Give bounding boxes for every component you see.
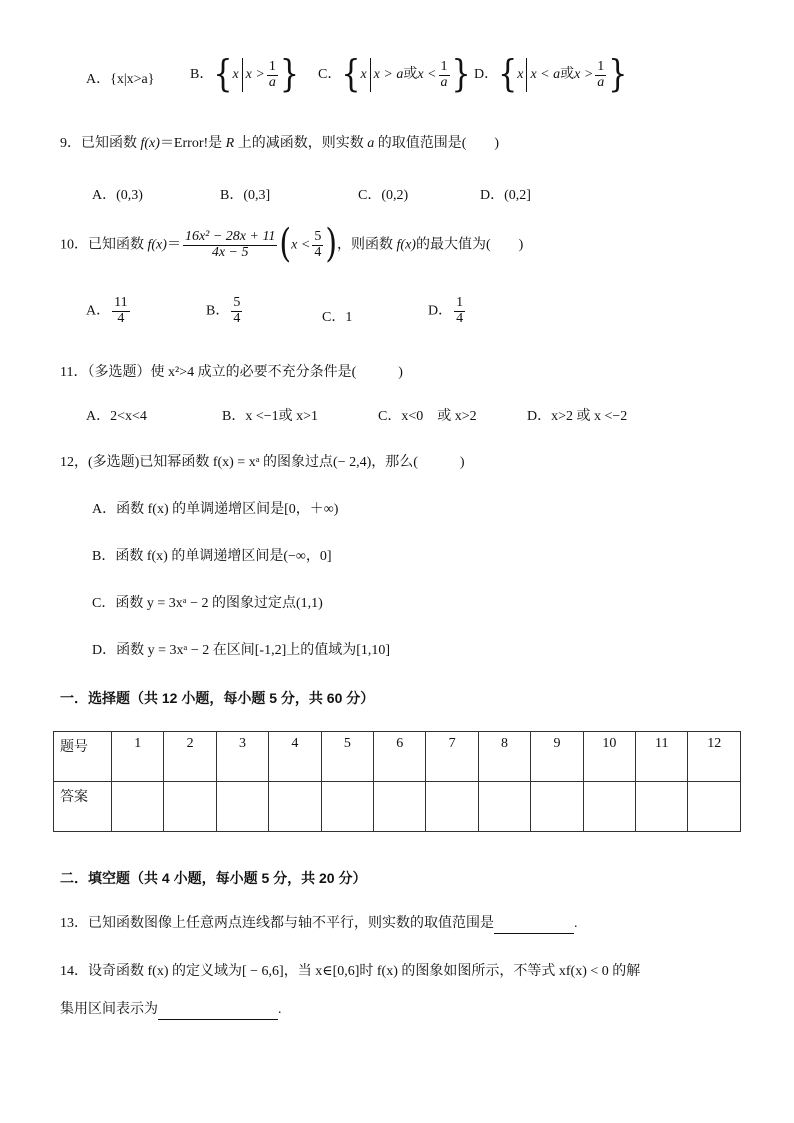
option-label: D．: [527, 409, 552, 424]
q10-stem-pre: 10．已知函数: [60, 237, 148, 253]
option-text: 函数 y = 3xᵃ − 2 的图象过定点(1,1): [115, 596, 323, 611]
q8-option-b-label: B．: [190, 67, 214, 83]
q8-option-d-or: 或: [560, 67, 575, 83]
table-cell-number: 10: [583, 732, 635, 782]
answer-cell[interactable]: [531, 782, 583, 832]
q9-a: a: [367, 136, 375, 151]
frac-num: 1: [597, 58, 605, 74]
section-heading-choice: 一．选择题（共 12 小题，每小题 5 分，共 60 分）: [60, 690, 375, 706]
q8-option-d-label: D．: [474, 67, 499, 83]
option-label: A．: [92, 188, 117, 203]
table-cell-number: 3: [216, 732, 268, 782]
right-brace-icon: }: [608, 52, 628, 97]
answer-cell[interactable]: [216, 782, 268, 832]
option-text: x<0 或 x>2: [401, 409, 477, 424]
q8-option-b-cond: x >: [245, 67, 265, 83]
frac-den: 4x − 5: [211, 244, 249, 260]
q8-option-d-frac: [595, 60, 606, 90]
q10-frac: [183, 230, 277, 260]
q8-option-d-cond2: x >: [574, 67, 594, 83]
q9-r: R: [225, 136, 235, 151]
frac-num: 1: [268, 58, 276, 74]
frac-num: 11: [114, 295, 128, 310]
option-label: C．: [378, 409, 402, 424]
option-text: (0,3): [116, 188, 143, 203]
frac-den: a: [597, 74, 605, 90]
option-label: D．: [92, 643, 117, 658]
q12-option-b: [92, 547, 332, 567]
left-brace-icon: {: [341, 52, 361, 97]
right-brace-icon: }: [451, 52, 471, 97]
q14-text: 集用区间表示为: [60, 1002, 158, 1017]
set-bar-icon: [242, 58, 243, 92]
set-bar-icon: [526, 58, 527, 92]
frac-num: 5: [233, 295, 241, 310]
q8-option-c-frac: [439, 60, 450, 90]
q10-cond-frac: [312, 230, 323, 260]
table-cell-number: 11: [636, 732, 688, 782]
q9-option-c: [358, 186, 408, 206]
q9-option-a: [92, 186, 143, 206]
option-label: A．: [86, 409, 111, 424]
answer-cell[interactable]: [269, 782, 321, 832]
frac-den: a: [268, 74, 276, 90]
q9-fx: f(x): [140, 136, 160, 151]
q10-fx: f(x): [147, 237, 167, 253]
frac-den: a: [440, 74, 448, 90]
section-heading-fill: 二．填空题（共 4 小题，每小题 5 分，共 20 分）: [60, 870, 367, 886]
table-row-answers: [54, 782, 741, 832]
left-paren-icon: (: [279, 221, 292, 268]
q9-option-b: [220, 186, 270, 206]
q10-stem: [60, 221, 524, 268]
q8-option-c-cond2: x <: [417, 67, 437, 83]
q13-answer-blank[interactable]: [494, 917, 574, 934]
q10-stem-end: 的最大值为( ): [415, 237, 524, 253]
table-header-cell: 题号: [54, 732, 112, 782]
table-cell-number: 6: [374, 732, 426, 782]
answer-cell[interactable]: [164, 782, 216, 832]
option-text: (0,2): [381, 188, 409, 203]
q9-stem: [60, 134, 499, 154]
table-cell-number: 7: [426, 732, 478, 782]
frac-den: 4: [117, 310, 125, 326]
q14-answer-blank[interactable]: [158, 1003, 278, 1020]
q8-option-c-label: C．: [318, 67, 342, 83]
right-paren-icon: ): [325, 221, 338, 268]
option-text: 函数 f(x) 的单调递增区间是[0，＋∞): [116, 502, 339, 517]
answer-cell[interactable]: [426, 782, 478, 832]
q12-option-c: [92, 594, 323, 614]
q10-option-c: [322, 308, 352, 328]
answer-cell[interactable]: [112, 782, 164, 832]
right-brace-icon: }: [279, 52, 299, 97]
frac-num: 5: [314, 229, 322, 244]
q9-stem-post: 上的减函数，则实数: [234, 136, 368, 151]
q8-option-b-frac: [267, 60, 278, 90]
q11-option-a: [86, 407, 147, 427]
option-text: 2<x<4: [110, 409, 147, 424]
q12-option-a: [92, 500, 338, 520]
option-text: 函数 y = 3xᵃ − 2 在区间[-1,2]上的值域为[1,10]: [116, 643, 391, 658]
option-label: D．: [428, 303, 453, 319]
frac-num: 1: [440, 58, 448, 74]
q11-stem: 11．（多选题）使 x²>4 成立的必要不充分条件是( ): [60, 365, 403, 380]
q8-option-c-cond1: x > a: [373, 67, 404, 83]
q11-option-d: [527, 407, 627, 427]
q9-stem-pre: 9．已知函数: [60, 136, 141, 151]
q8-option-a: [86, 70, 154, 90]
q14-line1: 14．设奇函数 f(x) 的定义域为[ − 6,6]，当 x∈[0,6]时 f(x) 的图象如图所示，不等式 xf(x) < 0 的解: [60, 964, 641, 979]
q13-stem: [60, 914, 578, 934]
option-label: A．: [86, 303, 111, 319]
table-cell-number: 4: [269, 732, 321, 782]
q9-stem-end: 的取值范围是( ): [374, 136, 500, 151]
q8-option-c: C．{x x > a或x < $\frac{1}{a}$ }: [318, 52, 471, 97]
option-label: C．: [322, 310, 346, 325]
option-text: (0,2]: [504, 188, 531, 203]
option-text: 函数 f(x) 的单调递增区间是(−∞，0]: [115, 549, 332, 564]
table-cell-number: 2: [164, 732, 216, 782]
answer-cell[interactable]: [688, 782, 741, 832]
q14-line2: [60, 1000, 282, 1020]
table-cell-number: 9: [531, 732, 583, 782]
answer-cell[interactable]: [636, 782, 688, 832]
answer-cell[interactable]: [374, 782, 426, 832]
q13-text: 13．已知函数图像上任意两点连线都与轴不平行，则实数的取值范围是: [60, 916, 494, 931]
q8-option-d-cond1: x < a: [530, 67, 561, 83]
answer-cell[interactable]: [583, 782, 635, 832]
q8-option-b: B．{x x > $\frac{1}{a}$ }: [190, 52, 299, 97]
option-label: C．: [92, 596, 116, 611]
frac-den: 4: [233, 310, 241, 326]
option-label: B．: [220, 188, 244, 203]
table-cell-number: 12: [688, 732, 741, 782]
table-cell-number: 8: [478, 732, 530, 782]
q8-option-d: D．{x x < a或x > $\frac{1}{a}$ }: [474, 52, 628, 97]
option-text: (0,3]: [243, 188, 271, 203]
option-text: x>2 或 x <−2: [551, 409, 628, 424]
q11-option-c: [378, 407, 477, 427]
table-cell-number: 1: [112, 732, 164, 782]
q8-option-a-text: {x|x>a}: [110, 72, 155, 87]
answer-cell[interactable]: [321, 782, 373, 832]
q12-option-d: [92, 641, 390, 661]
q8-option-a-label: A．: [86, 72, 111, 87]
table-header-cell: 答案: [54, 782, 112, 832]
option-text: x <−1或 x>1: [245, 409, 319, 424]
frac-num: 16x² − 28x + 11: [184, 229, 276, 244]
q10-stem-post: ，则函数: [337, 237, 397, 253]
set-bar-icon: [370, 58, 371, 92]
q10-eq: ＝: [166, 237, 181, 253]
option-label: B．: [222, 409, 246, 424]
option-label: B．: [206, 303, 230, 319]
q12-stem: 12，(多选题)已知幂函数 f(x) = xᵃ 的图象过点(− 2,4)，那么( ): [60, 455, 465, 470]
option-text: 1: [345, 310, 353, 325]
frac-num: 1: [456, 295, 464, 310]
table-cell-number: 5: [321, 732, 373, 782]
frac-den: 4: [314, 244, 322, 260]
option-label: C．: [358, 188, 382, 203]
answer-cell[interactable]: [478, 782, 530, 832]
q9-option-d: [480, 186, 531, 206]
q10-option-a: [86, 296, 132, 326]
option-label: D．: [480, 188, 505, 203]
left-brace-icon: {: [213, 52, 233, 97]
q10-fx2: f(x): [396, 237, 416, 253]
left-brace-icon: {: [498, 52, 518, 97]
frac-den: 4: [456, 310, 464, 326]
q14-end: .: [278, 1002, 282, 1017]
answer-table: [53, 731, 741, 832]
q10-option-d: [428, 296, 467, 326]
q10-cond: x <: [291, 237, 311, 253]
q8-option-c-or: 或: [403, 67, 418, 83]
q13-end: .: [574, 916, 578, 931]
table-row-numbers: [54, 732, 741, 782]
option-label: B．: [92, 549, 116, 564]
q10-option-b: [206, 296, 244, 326]
q11-option-b: [222, 407, 318, 427]
q9-stem-mid: ＝Error!是: [159, 136, 226, 151]
option-label: A．: [92, 502, 117, 517]
